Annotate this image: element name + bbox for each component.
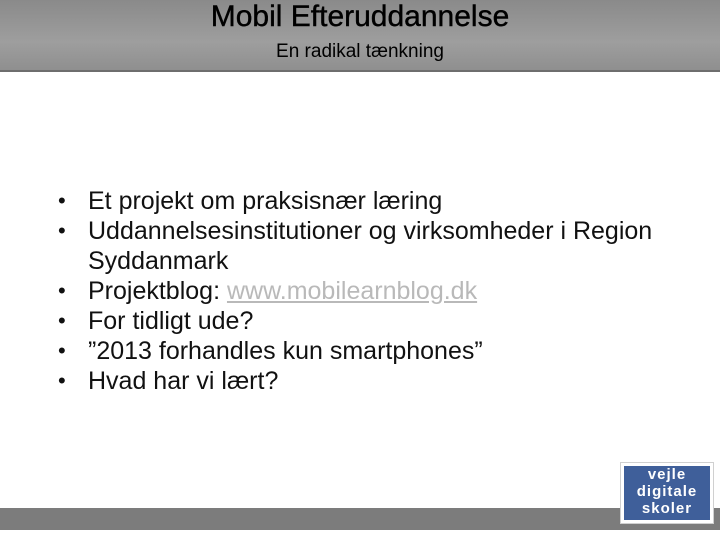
bullet-text: ”2013 forhandles kun smartphones” (88, 337, 483, 365)
bullet-item (58, 366, 678, 396)
projektblog-link[interactable]: www.mobilearnblog.dk (226, 277, 478, 305)
bullet-icon: • (58, 188, 66, 213)
bullet-icon: • (58, 278, 66, 303)
logo-line: skoler (641, 500, 693, 517)
logo-badge (624, 466, 710, 520)
slide-header (0, 0, 720, 72)
logo-line: vejle (647, 466, 687, 483)
slide-subtitle: En radikal tænkning (276, 41, 444, 62)
bullet-text: Uddannelsesinstitutioner og virksomheder i Region Syddanmark (88, 217, 653, 275)
bullet-icon: • (58, 338, 66, 363)
slide-title: Mobil Efteruddannelse (210, 0, 510, 33)
bullet-item (58, 336, 678, 366)
bullet-list (58, 186, 678, 396)
bullet-text: Et projekt om praksisnær læring (88, 187, 443, 215)
bullet-text: For tidligt ude? (88, 307, 254, 335)
bullet-icon: • (58, 218, 66, 243)
bullet-item (58, 276, 678, 306)
vejle-digitale-skoler-logo (620, 462, 714, 524)
bullet-icon: • (58, 368, 66, 393)
footer-bar (0, 508, 720, 530)
bullet-text: Hvad har vi lært? (88, 367, 279, 395)
bullet-icon: • (58, 308, 66, 333)
bullet-text-prefix: Projektblog: (88, 277, 227, 305)
bullet-item (58, 186, 678, 216)
bullet-item (58, 306, 678, 336)
bullet-item (58, 216, 678, 276)
logo-line: digitale (636, 483, 698, 500)
